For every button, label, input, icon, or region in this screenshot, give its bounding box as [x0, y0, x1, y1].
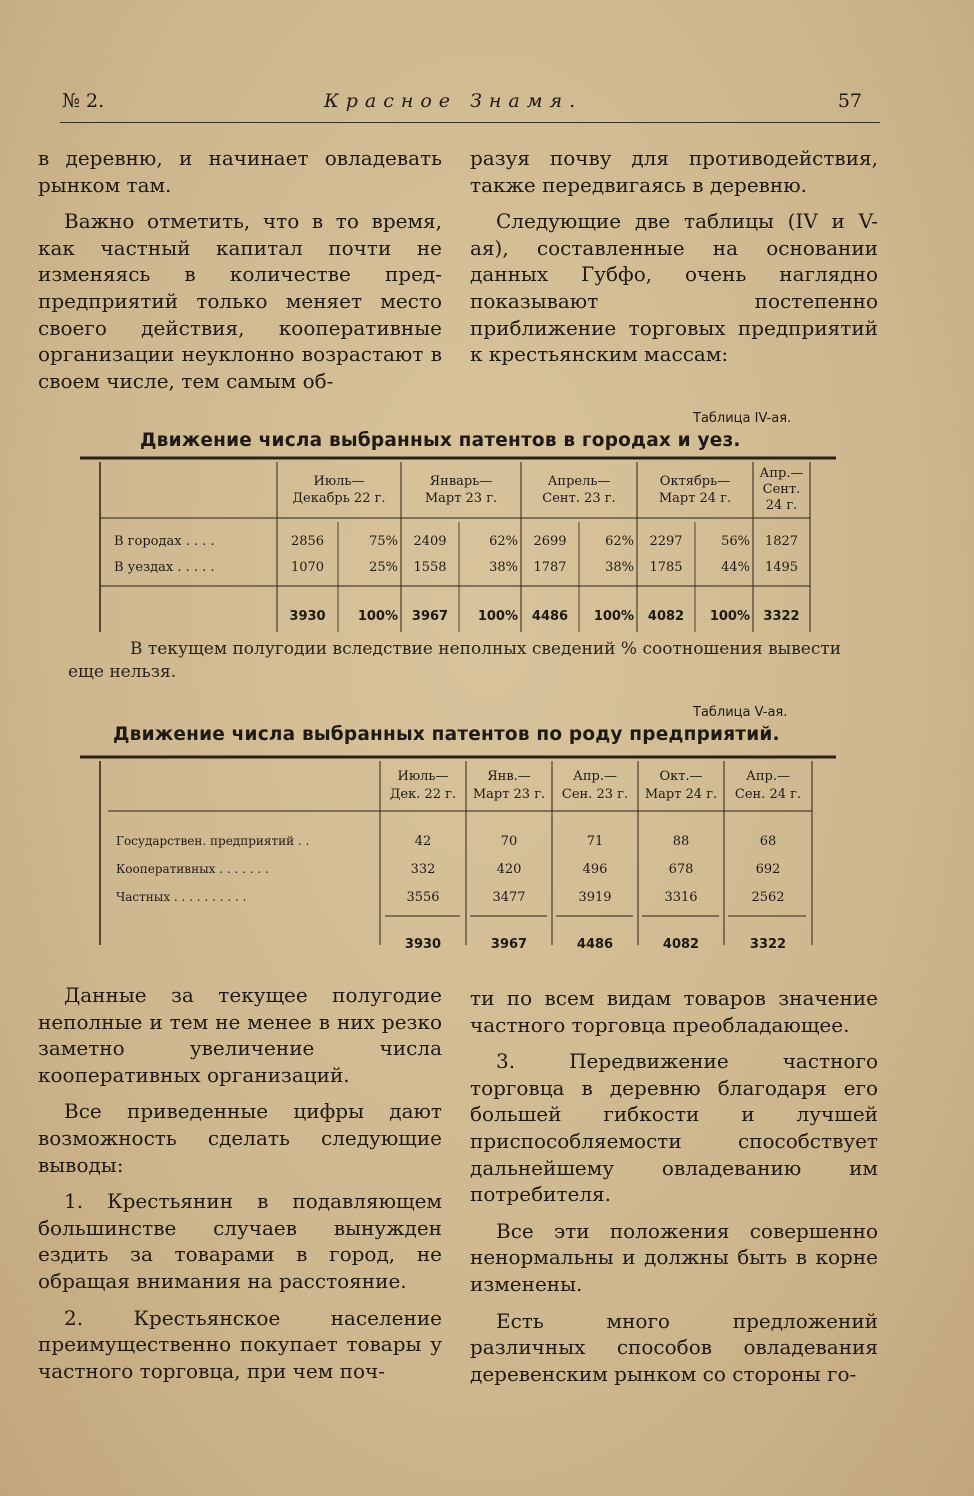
- right-column-bottom: [470, 985, 878, 1387]
- paragraph: Важно отметить, что в то время, как частный капитал почти не изменяясь в количестве пред-предприятий только меняет место своего действия, кооперативные организации неуклонно возрастают в своем числе, тем самым об-: [38, 209, 442, 393]
- table4: [100, 462, 810, 636]
- table-row: В городах . . . . 2856 75% 2409 62% 2699 62% 2297 56% 1827: [114, 533, 799, 549]
- table5: [100, 761, 812, 959]
- table4-note: В текущем полугодии вследствие неполных сведений % соотношения вывести еще нельзя.: [68, 639, 842, 682]
- left-column-bottom: [38, 982, 442, 1384]
- table5-caption: Таблица V-ая.: [693, 705, 788, 720]
- paragraph: Есть много предложений различных способов овладевания деревенским рынком со стороны го-: [470, 1308, 878, 1386]
- journal-title: Красное Знамя.: [324, 90, 583, 112]
- table5-period-header: Апр.— Сен. 23 г.: [561, 769, 629, 802]
- table-row: Частных . . . . . . . . . . 3556 3477 3919 3316 2562: [116, 889, 785, 905]
- table-total-row: 3930 100% 3967 100% 4486 100% 4082 100% 3322: [289, 608, 800, 624]
- paragraph: Данные за текущее полугодие неполные и тем не менее в них резко заметно увеличение числа кооперативных организаций.: [38, 983, 442, 1087]
- paragraph: 1. Крестьянин в подавляющем большинстве случаев вынужден ездить за товарами в город, не обращая внимания на расстояние.: [38, 1189, 442, 1293]
- table4-period-header: Июль— Декабрь 22 г.: [292, 474, 386, 506]
- table5-title: Движение числа выбранных патентов по роду предприятий.: [113, 724, 780, 745]
- paragraph: 3. Передвижение частного торговца в деревню благодаря его большей гибкости и лучшей приспособляемости способствует дальнейшему овладеванию им потребителя.: [470, 1049, 878, 1207]
- table-row: В уездах . . . . . 1070 25% 1558 38% 1787 38% 1785 44% 1495: [114, 559, 799, 575]
- paragraph: Все приведенные цифры дают возможность сделать следующие выводы:: [38, 1099, 442, 1177]
- table4-period-header: Апр.— Сент. 24 г.: [759, 466, 804, 513]
- table-row: Кооперативных . . . . . . . 332 420 496 678 692: [116, 861, 781, 877]
- paragraph: в деревню, и начинает овладевать рынком там.: [38, 146, 442, 197]
- table4-period-header: Октябрь— Март 24 г.: [658, 474, 732, 506]
- table4-period-header: Январь— Март 23 г.: [424, 474, 498, 506]
- table5-period-header: Июль— Дек. 22 г.: [389, 769, 457, 802]
- table-row: Государствен. предприятий . . 42 70 71 88 68: [116, 833, 777, 849]
- table5-period-header: Янв.— Март 23 г.: [472, 769, 546, 802]
- issue-number: № 2.: [62, 90, 105, 112]
- table5-period-header: Окт.— Март 24 г.: [644, 769, 718, 802]
- paragraph: 2. Крестьянское население преимущественно покупает товары у частного торговца, при чем поч-: [38, 1305, 442, 1383]
- page-number: 57: [837, 90, 862, 112]
- table5-period-header: Апр.— Сен. 24 г.: [734, 769, 802, 802]
- table4-period-header: Апрель— Сент. 23 г.: [542, 474, 616, 506]
- table4-title: Движение числа выбранных патентов в городах и уез.: [140, 430, 741, 451]
- paragraph: ти по всем видам товаров значение частного торговца преобладающее.: [470, 986, 878, 1037]
- paragraph: Следующие две таблицы (IV и V-ая), составленные на основании данных Губфо, очень наглядно показывают постепенно приближение торговых предприятий к крестьянским массам:: [470, 209, 878, 367]
- paragraph: разуя почву для противодействия, также передвигаясь в деревню.: [470, 146, 878, 197]
- table4-caption: Таблица IV-ая.: [693, 411, 792, 426]
- paragraph: Все эти положения совершенно ненормальны и должны быть в корне изменены.: [470, 1218, 878, 1296]
- table-total-row: 3930 3967 4486 4082 3322: [404, 936, 787, 952]
